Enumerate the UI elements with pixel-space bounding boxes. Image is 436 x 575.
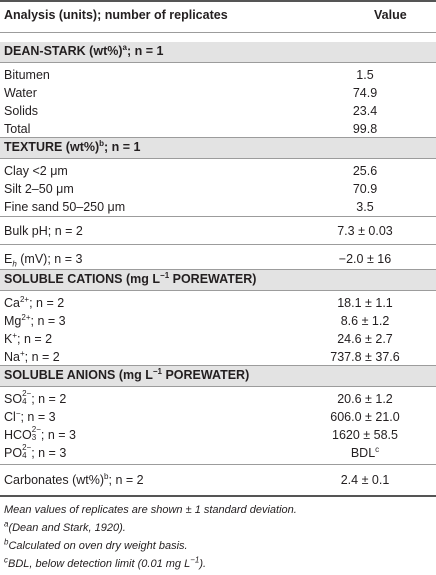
row-silt-value: 70.9 (352, 182, 378, 196)
row-cl-label: Cl−; n = 3 (4, 408, 56, 424)
row-sand-label: Fine sand 50–250 μm (4, 200, 126, 214)
footnote-b: $^b$Calculated on oven dry weight basis. (4, 537, 188, 552)
rule (0, 158, 436, 159)
bottom-rule (0, 495, 436, 497)
row-mg-value: 8.6 ± 1.2 (340, 314, 390, 328)
row-so4-value: 20.6 ± 1.2 (337, 392, 393, 406)
row-ph-label: Bulk pH; n = 2 (4, 224, 83, 238)
anions-label: SOLUBLE ANIONS (mg $L^{-1}$ POREWATER) (4, 366, 250, 382)
header-analysis: Analysis (units); number of replicates (4, 8, 228, 22)
row-silt-label: Silt 2–50 μm (4, 182, 74, 196)
row-so4-label: SO 2− 4 ; n = 2 (4, 388, 67, 406)
row-bitumen-label: Bitumen (4, 68, 50, 82)
row-ca-label: $Ca^{2+}$; n = 2 (4, 294, 65, 310)
row-sand-value: 3.5 (356, 200, 374, 214)
row-total-label: Total (4, 122, 31, 136)
rule (0, 216, 436, 217)
row-solids-value: 23.4 (352, 104, 378, 118)
rule (0, 386, 436, 387)
rule (0, 62, 436, 63)
row-hco3-label: HCO 2− 3 ; n = 3 (4, 424, 77, 442)
row-mg-label: $Mg^{2+}$; n = 3 (4, 312, 66, 328)
row-ca-value: 18.1 ± 1.1 (337, 296, 393, 310)
row-na-label: Na+; n = 2 (4, 348, 60, 364)
rule (0, 290, 436, 291)
row-k-value: 24.6 ± 2.7 (337, 332, 393, 346)
row-carbonates-label: Carbonates $(wt\%)^b$; n = 2 (4, 471, 144, 487)
row-po4-value: BDL$^c$ (350, 444, 380, 460)
row-carbonates-value: 2.4 ± 0.1 (340, 473, 390, 487)
row-clay-label: Clay <2 μm (4, 164, 68, 178)
row-bitumen-value: 1.5 (356, 68, 374, 82)
row-k-label: K+; n = 2 (4, 330, 53, 346)
row-water-label: Water (4, 86, 37, 100)
row-eh-label: $E_h$ (mV); n = 3 (4, 252, 83, 269)
row-total-value: 99.8 (352, 122, 378, 136)
rule (0, 244, 436, 245)
header-rule (0, 32, 436, 33)
top-rule (0, 0, 436, 2)
row-eh-value: −2.0 ± 16 (338, 252, 392, 266)
row-na-value: 737.8 ± 37.6 (330, 350, 400, 364)
footnote-mean: Mean values of replicates are shown ± 1 standard deviation. (4, 504, 297, 516)
rule (0, 464, 436, 465)
footnote-a: $^a$(Dean and Stark, 1920). (4, 519, 126, 534)
row-hco3-value: 1620 ± 58.5 (332, 428, 398, 442)
texture-label: TEXTURE $(wt\%)^b$; n = 1 (4, 138, 141, 154)
row-water-value: 74.9 (352, 86, 378, 100)
footnote-c: $^c$BDL, below detection limit (0.01 mg $L^{-1}$). (4, 555, 207, 570)
row-solids-label: Solids (4, 104, 39, 118)
row-cl-value: 606.0 ± 21.0 (330, 410, 400, 424)
row-clay-value: 25.6 (352, 164, 378, 178)
row-po4-label: PO 2− 4 ; n = 3 (4, 442, 67, 460)
header-value: Value (374, 8, 407, 22)
cations-label: SOLUBLE CATIONS (mg $L^{-1}$ POREWATER) (4, 270, 257, 286)
row-ph-value: 7.3 ± 0.03 (337, 224, 393, 238)
dean-stark-label: DEAN-STARK $(wt\%)^a$; n = 1 (4, 42, 164, 58)
